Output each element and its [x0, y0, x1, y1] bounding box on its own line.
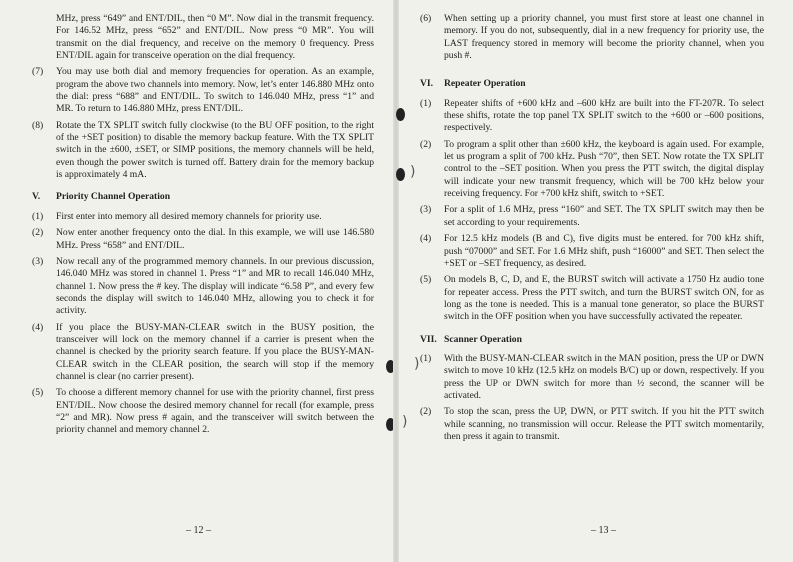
priority-step-1: (1) First enter into memory all desired memory channels for priority use.: [32, 210, 322, 222]
hole-arc-icon: ): [414, 356, 420, 372]
left-text-column: [32, 13, 374, 441]
page-number-right: – 13 –: [591, 525, 616, 536]
right-text-column: [420, 13, 764, 447]
hole-arc-icon: ): [410, 164, 416, 180]
scanner-step-1: (1) With the BUSY-MAN-CLEAR switch in the MAN position, press the UP or DWN switch to move 10 kHz (12.5 kHz on models B/C) up or down, respectively. If you press the UP or DWN switch for more than ½ second, the scanner will be activated.: [420, 352, 764, 401]
priority-step-4: (4) If you place the BUSY-MAN-CLEAR switch in the BUSY position, the transceiver will lock on the memory channel if a carrier is present when the channel is checked by the priority search feature. If you place the BUSY-MAN-CLEAR switch in the CLEAR position, the search will stop if the memory channel is clear (no carrier present).: [32, 321, 374, 382]
paragraph-continued: MHz, press “649” and ENT/DIL, then “0 M”. Now dial in the transmit frequency. For 146.52 MHz, press “652” and ENT/DIL. Now press “0 MR”. You will transmit on the dial frequency, and receive on the memory 0 frequency. Press ENT/DIL again for transceive operation on the dial frequency.: [56, 13, 374, 62]
priority-step-5: (5) To choose a different memory channel for use with the priority channel, first press ENT/DIL. Now choose the desired memory channel for recall (for example, press “2” and MR). Now press # again, and the transceiver will switch between the priority channel and memory channel 2.: [32, 387, 374, 436]
binding-hole-icon: [396, 108, 405, 121]
page-number-left: – 12 –: [186, 525, 211, 536]
repeater-step-3: (3) For a split of 1.6 MHz, press “160” and SET. The TX SPLIT switch may then be set according to your requirements.: [420, 204, 764, 228]
repeater-step-4: (4) For 12.5 kHz models (B and C), five digits must be entered. for 700 kHz shift, push “07000” and SET. For 1.6 MHz shift, push “16000” and SET. Then select the +SET or –SET frequency, as desired.: [420, 233, 764, 269]
section-heading-scanner: VII. Scanner Operation: [420, 333, 522, 345]
priority-step-3: (3) Now recall any of the programmed memory channels. In our previous discussion, 146.040 MHz was stored in channel 1. Press “1” and MR to recall 146.040 MHz, channel 1. Now press the # key. The display will indicate “6.58 P”, and every few seconds the display will switch to 146.040 MHz, allowing you to check it for activity.: [32, 255, 374, 317]
binding-hole-icon: [396, 168, 405, 181]
right-page: [396, 0, 793, 562]
priority-step-6: (6) When setting up a priority channel, you must first store at least one channel in memory. If you do not, subsequently, dial in a new frequency for priority use, the LAST frequency stored in memory will become the priority channel, when you push #.: [420, 13, 764, 62]
scanner-step-2: (2) To stop the scan, press the UP, DWN, or PTT switch. If you hit the PTT switch while scanning, no transmission will occur. Release the PTT switch momentarily, then press it again to transmit.: [420, 406, 764, 442]
hole-arc-icon: ): [402, 414, 408, 430]
paragraph-7: (7) You may use both dial and memory frequencies for operation. As an example, program the above two channels into memory. Now, let’s enter 146.880 MHz onto the dial: press “688” and ENT/DIL. To switch to 146.040 MHz, press “1” and MR. To return to 146.880 MHz, press ENT/DIL.: [32, 66, 374, 115]
left-page: [0, 0, 396, 562]
section-heading-repeater: VI. Repeater Operation: [420, 78, 526, 90]
paragraph-8: (8) Rotate the TX SPLIT switch fully clockwise (to the BU OFF position, to the right of the +SET position) to disable the memory backup feature. With the TX SPLIT switch in the ±600, ±SET, or SIMP positions, the memory channels will be held, even though the power switch is turned off. Battery drain for the memory backup is approximately 4 mA.: [32, 119, 374, 181]
repeater-step-5: (5) On models B, C, D, and E, the BURST switch will activate a 1750 Hz audio tone for repeater access. Press the PTT switch, and turn the BURST switch ON, for as long as the tone is needed. This is a manual tone generator, so place the BURST switch in the OFF position when you have successfully activated the repeater.: [420, 274, 764, 323]
repeater-step-1: (1) Repeater shifts of +600 kHz and –600 kHz are built into the FT-207R. To select these shifts, rotate the top panel TX SPLIT switch to the +600 or –600 positions, respectively.: [420, 97, 764, 134]
priority-step-2: (2) Now enter another frequency onto the dial. In this example, we will use 146.580 MHz. Press “658” and ENT/DIL.: [32, 227, 374, 251]
repeater-step-2: (2) To program a split other than ±600 kHz, the keyboard is again used. For example, let us program a split of 700 kHz. Push “70”, then SET. Now rotate the TX SPLIT control to the –SET position. When you press the PTT switch, the digital display will indicate your new transmit frequency, which will be 700 kHz below your receiving frequency. For +700 kHz shift, switch to +SET.: [420, 138, 764, 200]
section-heading-priority: V. Priority Channel Operation: [32, 191, 171, 203]
